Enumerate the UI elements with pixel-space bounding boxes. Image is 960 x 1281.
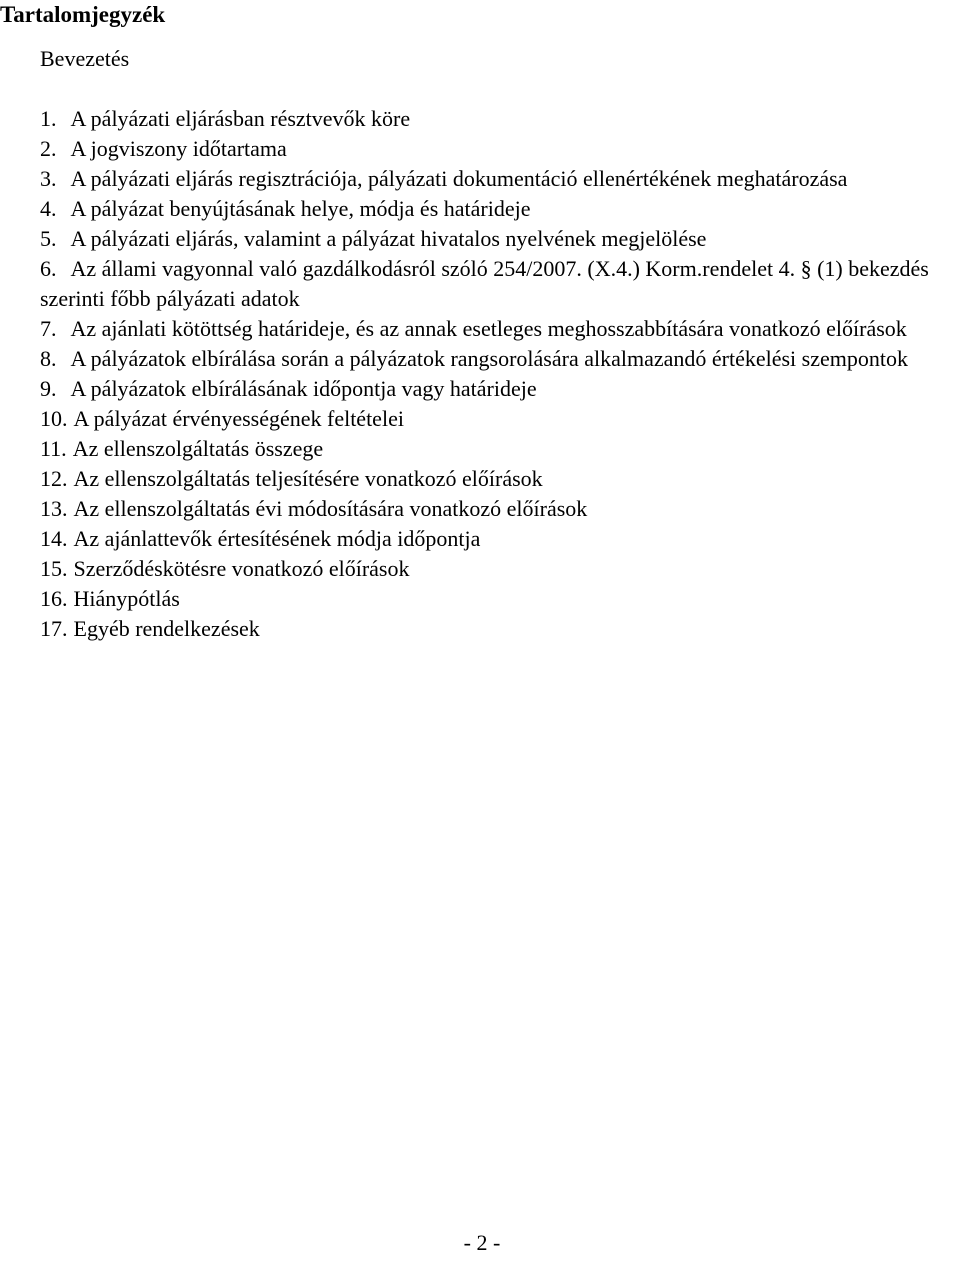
toc-item-13 — [40, 494, 958, 524]
toc-item-6 — [40, 254, 958, 314]
toc-item-text: Az ajánlattevők értesítésének módja időpontja — [73, 526, 481, 551]
toc-item-number: 6. — [40, 256, 57, 281]
toc-item-text: Az ellenszolgáltatás évi módosítására vonatkozó előírások — [73, 496, 588, 521]
toc-intro: Bevezetés — [40, 46, 130, 71]
toc-item-16 — [40, 584, 958, 614]
toc-item-2 — [40, 134, 958, 164]
toc-item-number: 5. — [40, 226, 57, 251]
toc-item-12 — [40, 464, 958, 494]
toc-item-text: A pályázati eljárás regisztrációja, pályázati dokumentáció ellenértékének meghatározása — [70, 166, 848, 191]
page-number: - 2 - — [463, 1230, 501, 1255]
toc-item-4 — [40, 194, 958, 224]
toc-item-text: Az ellenszolgáltatás teljesítésére vonatkozó előírások — [73, 466, 543, 491]
toc-item-text: A pályázatok elbírálásának időpontja vagy határideje — [70, 376, 537, 401]
toc-item-text: A pályázatok elbírálása során a pályázatok rangsorolására alkalmazandó értékelési szempontok — [70, 346, 908, 371]
toc-item-14 — [40, 524, 958, 554]
toc-item-number: 13. — [40, 496, 68, 521]
toc-item-text: A pályázat érvényességének feltételei — [73, 406, 404, 431]
toc-item-text: A pályázati eljárás, valamint a pályázat hivatalos nyelvének megjelölése — [70, 226, 707, 251]
page-title: Tartalomjegyzék — [0, 2, 166, 27]
toc-item-number: 9. — [40, 376, 57, 401]
toc-item-number: 11. — [40, 436, 67, 461]
toc-item-7 — [40, 314, 958, 344]
toc-item-8 — [40, 344, 958, 374]
toc-item-text: Az ellenszolgáltatás összege — [72, 436, 324, 461]
toc-item-15 — [40, 554, 958, 584]
toc-item-text: Egyéb rendelkezések — [73, 616, 260, 641]
toc-item-number: 3. — [40, 166, 57, 191]
toc-item-number: 15. — [40, 556, 68, 581]
toc-item-5 — [40, 224, 958, 254]
toc-item-number: 1. — [40, 106, 57, 131]
toc-item-text: A jogviszony időtartama — [70, 136, 287, 161]
table-of-contents — [40, 104, 958, 644]
toc-item-number: 10. — [40, 406, 68, 431]
toc-item-17 — [40, 614, 958, 644]
toc-item-number: 17. — [40, 616, 68, 641]
toc-item-number: 12. — [40, 466, 68, 491]
toc-item-10 — [40, 404, 958, 434]
toc-item-1 — [40, 104, 958, 134]
toc-item-text: Az ajánlati kötöttség határideje, és az annak esetleges meghosszabbítására vonatkozó előírások — [70, 316, 907, 341]
toc-item-number: 16. — [40, 586, 68, 611]
toc-item-text: Az állami vagyonnal való gazdálkodásról szóló 254/2007. (X.4.) Korm.rendelet 4. § (1) bekezdés szerinti főbb pályázati adatok — [40, 256, 929, 311]
toc-item-text: Szerződéskötésre vonatkozó előírások — [73, 556, 410, 581]
toc-item-text: A pályázati eljárásban résztvevők köre — [70, 106, 411, 131]
toc-item-number: 14. — [40, 526, 68, 551]
toc-item-number: 7. — [40, 316, 57, 341]
toc-item-text: Hiánypótlás — [73, 586, 180, 611]
toc-item-number: 8. — [40, 346, 57, 371]
toc-item-11 — [40, 434, 958, 464]
toc-item-number: 2. — [40, 136, 57, 161]
toc-item-text: A pályázat benyújtásának helye, módja és határideje — [70, 196, 531, 221]
toc-item-9 — [40, 374, 958, 404]
toc-item-3 — [40, 164, 958, 194]
toc-item-number: 4. — [40, 196, 57, 221]
